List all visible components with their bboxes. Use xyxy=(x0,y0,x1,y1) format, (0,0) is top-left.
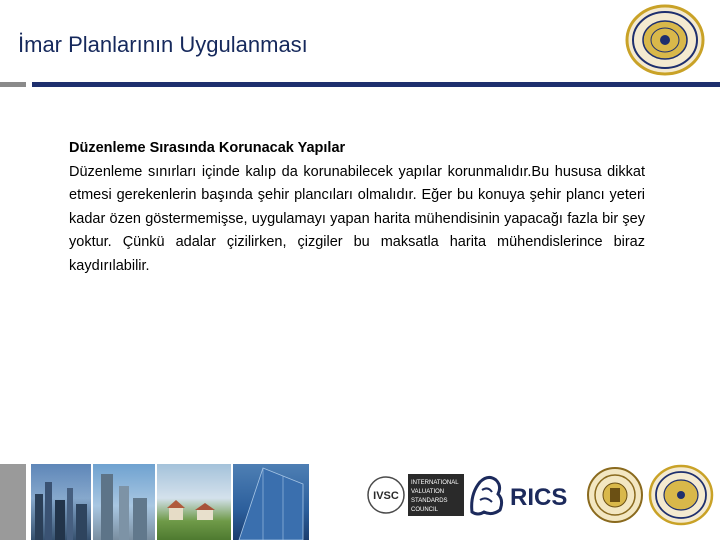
ivsc-line-2: VALUATION xyxy=(411,489,445,495)
ankara-university-seal-small-icon xyxy=(648,464,714,526)
rics-logo-icon xyxy=(466,472,578,518)
ivsc-line-3: STANDARDS xyxy=(411,498,448,504)
content-paragraph: Düzenleme sınırları içinde kalıp da korunabilecek yapılar korunmalıdır.Bu hususa dikkat etmesi gerekenlerin başında şehir plancıları olmalıdır. Eğer bu konuya şehir plancı yeteri kadar özen göstermemişse, uygulamayı yapan harita mühendisinin yapacağı fazla bir şey yoktur. Çünkü adalar çizilirken, çizgiler bu maksatla harita mühendislerince biraz kaydırılabilir. xyxy=(69,163,645,274)
ankara-university-seal-icon xyxy=(624,4,706,76)
university-seal-icon xyxy=(586,466,644,524)
ivsc-line-4: COUNCIL xyxy=(411,507,439,513)
ivsc-logo-icon xyxy=(366,472,466,518)
rics-mark: RICS xyxy=(510,484,568,511)
ivsc-line-1: INTERNATIONAL xyxy=(411,480,459,486)
footer-photo-village xyxy=(157,464,231,540)
footer-photo-glass-building xyxy=(233,464,309,540)
footer-photo-skyline xyxy=(31,464,91,540)
slide-title: İmar Planlarının Uygulanması xyxy=(18,32,308,57)
footer-photo-towers xyxy=(93,464,155,540)
header-rule-blue xyxy=(32,82,720,87)
footer-grey-block xyxy=(0,464,26,540)
slide-content xyxy=(69,137,645,279)
header-rule-grey xyxy=(0,82,26,87)
ivsc-mark: IVSC xyxy=(373,490,399,502)
content-heading: Düzenleme Sırasında Korunacak Yapılar xyxy=(69,140,346,156)
